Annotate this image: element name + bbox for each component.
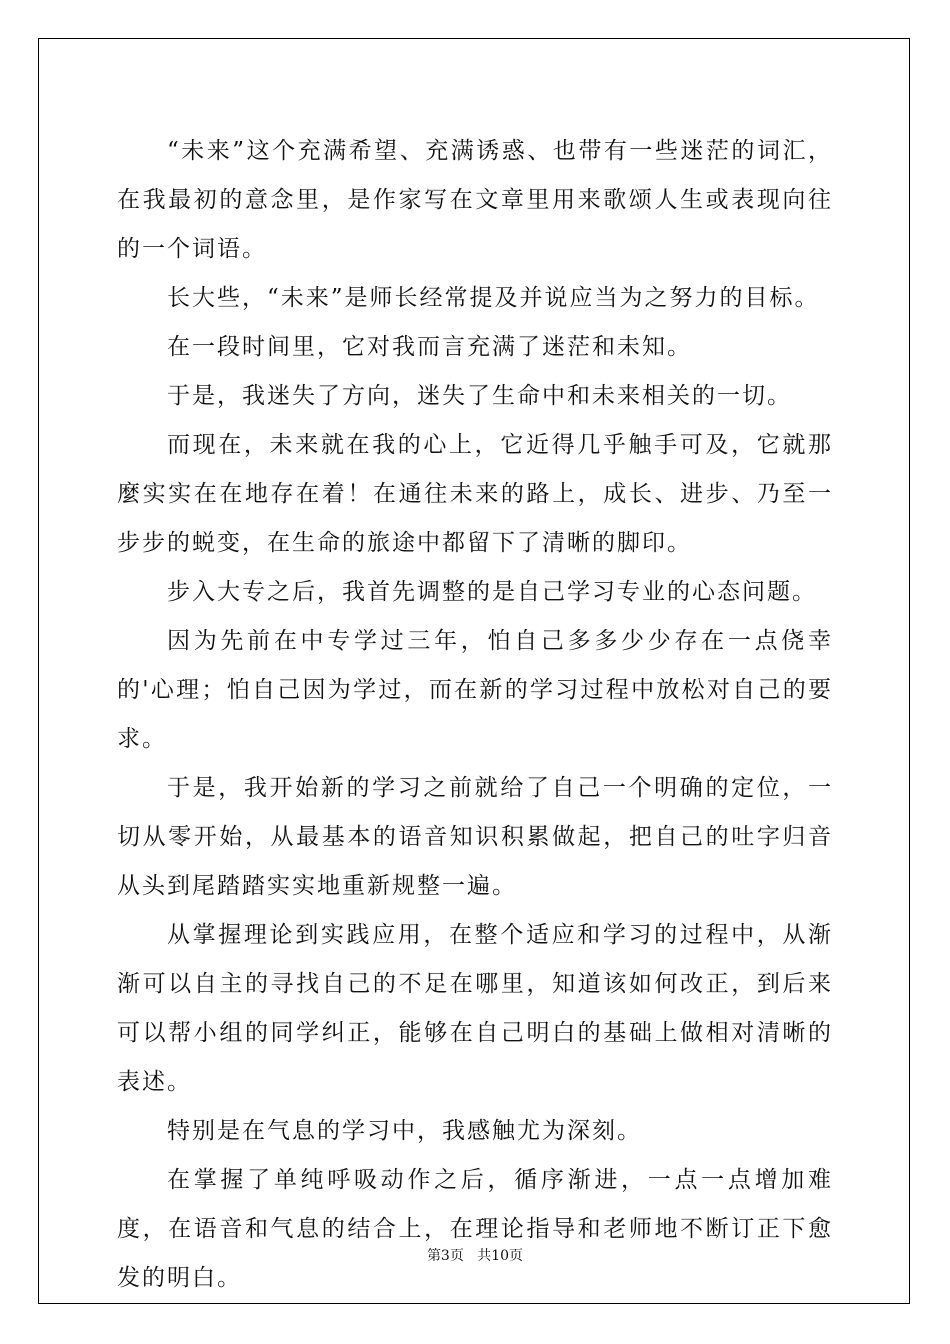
paragraph: 从掌握理论到实践应用，在整个适应和学习的过程中，从渐渐可以自主的寻找自己的不足在哪里，知道该如何改正，到后来可以帮小组的同学纠正，能够在自己明白的基础上做相对清晰的表述。: [117, 922, 833, 1095]
paragraph: 步入大专之后，我首先调整的是自己学习专业的心态问题。: [167, 579, 817, 605]
paragraph: 在一段时间里，它对我而言充满了迷茫和未知。: [167, 334, 692, 360]
page-footer: [0, 1246, 950, 1266]
paragraph: 而现在，未来就在我的心上，它近得几乎触手可及，它就那麼实实在在地存在着！在通往未来的路上，成长、进步、乃至一步步的蜕变，在生命的旅途中都留下了清晰的脚印。: [117, 432, 833, 556]
paragraph: “未来”这个充满希望、充满诱惑、也带有一些迷茫的词汇，在我最初的意念里，是作家写在文章里用来歌颂人生或表现向往的一个词语。: [117, 138, 833, 262]
paragraph: 在掌握了单纯呼吸动作之后，循序渐进，一点一点增加难度，在语音和气息的结合上，在理论指导和老师地不断订正下愈发的明白。: [117, 1167, 833, 1291]
paragraph: 因为先前在中专学过三年，怕自己多多少少存在一点侥幸的'心理；怕自己因为学过，而在新的学习过程中放松对自己的要求。: [117, 628, 833, 752]
document-body: [117, 127, 833, 1303]
paragraph: 特别是在气息的学习中，我感触尤为深刻。: [167, 1118, 642, 1144]
page-number: 第3页: [426, 1248, 464, 1264]
paragraph: 于是，我开始新的学习之前就给了自己一个明确的定位，一切从零开始，从最基本的语音知识积累做起，把自己的吐字归音从头到尾踏踏实实地重新规整一遍。: [117, 775, 833, 899]
paragraph: 长大些，“未来”是师长经常提及并说应当为之努力的目标。: [167, 285, 820, 311]
total-pages: 共10页: [477, 1248, 524, 1264]
paragraph: 于是，我迷失了方向，迷失了生命中和未来相关的一切。: [167, 383, 792, 409]
